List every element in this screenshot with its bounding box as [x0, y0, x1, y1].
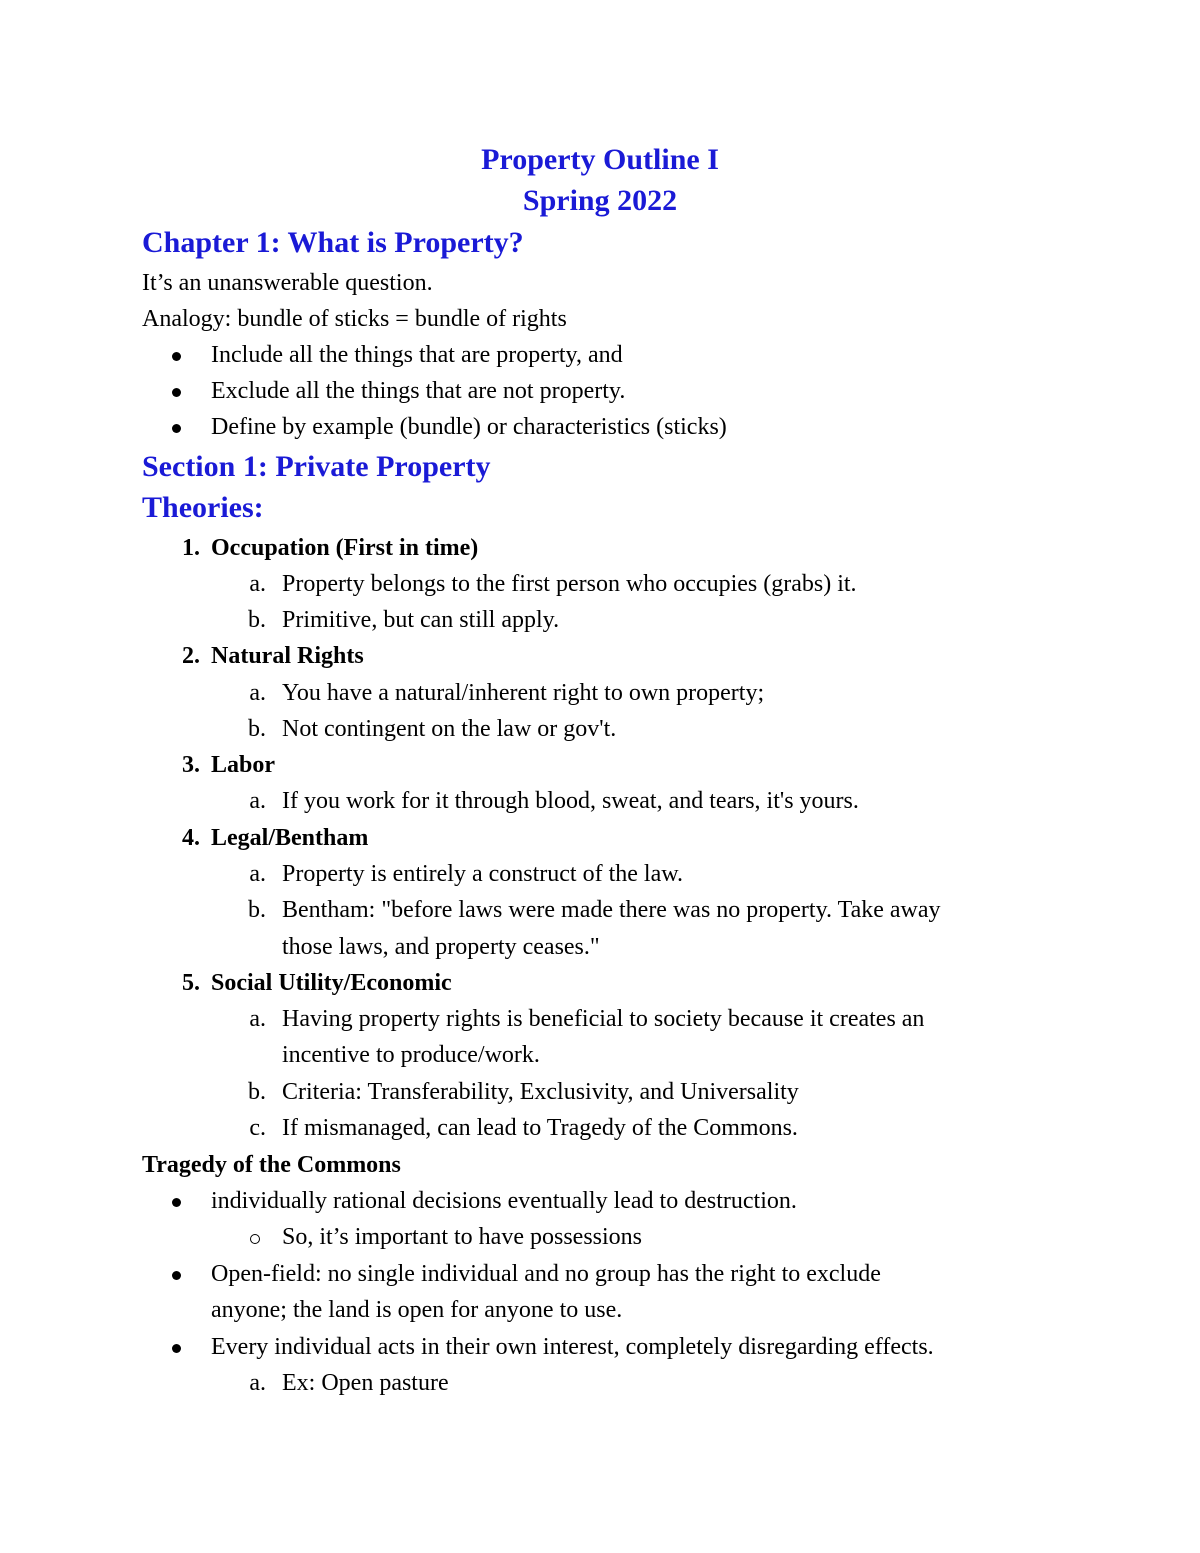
bullet-icon	[172, 1344, 181, 1353]
bullet-icon	[172, 1271, 181, 1280]
bullet-icon	[172, 424, 181, 433]
bullet-icon	[172, 352, 181, 361]
chapter-1-heading: Chapter 1: What is Property?	[142, 226, 524, 259]
list-letter: a.	[249, 680, 266, 706]
list-letter: b.	[248, 716, 266, 742]
list-number: 4.	[182, 825, 200, 851]
theory-point: Property is entirely a construct of the law.	[282, 861, 683, 887]
theory-point-continuation: incentive to produce/work.	[282, 1042, 540, 1068]
list-letter: b.	[248, 897, 266, 923]
list-number: 2.	[182, 643, 200, 669]
theory-point: You have a natural/inherent right to own property;	[282, 680, 765, 706]
theory-point: Primitive, but can still apply.	[282, 607, 560, 633]
list-letter: a.	[249, 571, 266, 597]
theory-point: Bentham: "before laws were made there was no property. Take away	[282, 897, 941, 923]
theories-heading: Theories:	[142, 491, 264, 524]
theory-title: Labor	[211, 752, 276, 778]
tragedy-bullet: Open-field: no single individual and no group has the right to exclude	[211, 1261, 881, 1287]
bullet-icon	[172, 1198, 181, 1207]
theory-title: Natural Rights	[211, 643, 364, 669]
section-1-heading: Section 1: Private Property	[142, 450, 491, 483]
theory-point: Having property rights is beneficial to society because it creates an	[282, 1006, 925, 1032]
list-letter: b.	[248, 607, 266, 633]
theory-point: Property belongs to the first person who occupies (grabs) it.	[282, 571, 857, 597]
chapter-1-analogy: Analogy: bundle of sticks = bundle of rights	[142, 306, 567, 332]
tragedy-heading: Tragedy of the Commons	[142, 1152, 401, 1178]
tragedy-bullet: Every individual acts in their own interest, completely disregarding effects.	[211, 1334, 934, 1360]
tragedy-sub-point: Ex: Open pasture	[282, 1370, 449, 1396]
list-letter: a.	[249, 861, 266, 887]
list-letter: a.	[249, 788, 266, 814]
theory-point: If mismanaged, can lead to Tragedy of the Commons.	[282, 1115, 798, 1141]
chapter-1-bullet: Exclude all the things that are not property.	[211, 378, 626, 404]
chapter-1-bullet: Define by example (bundle) or characteristics (sticks)	[211, 414, 727, 440]
list-number: 3.	[182, 752, 200, 778]
theory-point-continuation: those laws, and property ceases."	[282, 934, 600, 960]
list-letter: a.	[249, 1006, 266, 1032]
theory-title: Legal/Bentham	[211, 825, 369, 851]
document-title: Property Outline I	[481, 143, 719, 176]
bullet-icon	[172, 388, 181, 397]
theory-point: If you work for it through blood, sweat, and tears, it's yours.	[282, 788, 859, 814]
list-letter: b.	[248, 1079, 266, 1105]
tragedy-sub-bullet: So, it’s important to have possessions	[282, 1224, 642, 1250]
document-subtitle: Spring 2022	[522, 184, 678, 217]
theory-title: Social Utility/Economic	[211, 970, 452, 996]
list-number: 1.	[182, 535, 200, 561]
theory-point: Criteria: Transferability, Exclusivity, and Universality	[282, 1079, 799, 1105]
theory-point: Not contingent on the law or gov't.	[282, 716, 617, 742]
chapter-1-bullet: Include all the things that are property, and	[211, 342, 623, 368]
theory-title: Occupation (First in time)	[211, 535, 479, 561]
list-letter: a.	[249, 1370, 266, 1396]
chapter-1-intro: It’s an unanswerable question.	[142, 270, 433, 296]
list-letter: c.	[249, 1115, 266, 1141]
list-number: 5.	[182, 970, 200, 996]
tragedy-bullet: individually rational decisions eventually lead to destruction.	[211, 1188, 797, 1214]
hollow-bullet-icon	[250, 1234, 260, 1244]
tragedy-bullet-continuation: anyone; the land is open for anyone to use.	[211, 1297, 623, 1323]
